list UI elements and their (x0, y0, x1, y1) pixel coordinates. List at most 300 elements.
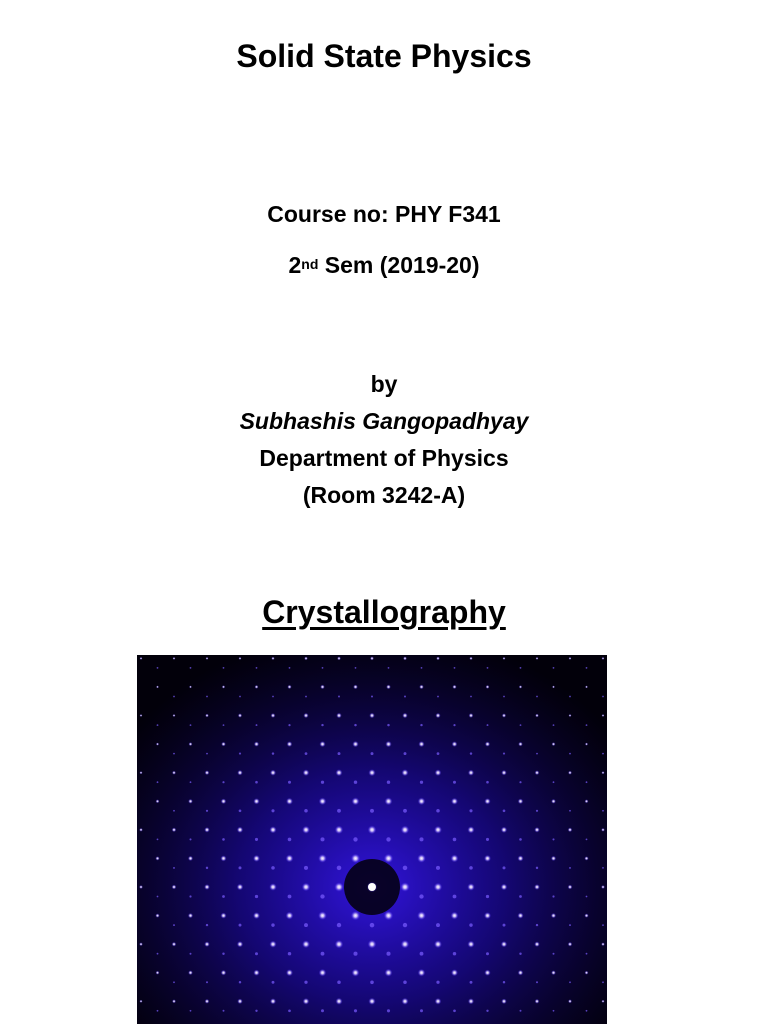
diffraction-spot (602, 714, 605, 717)
diffraction-spot (601, 885, 605, 889)
diffraction-spot (204, 884, 210, 890)
diffraction-spot (501, 827, 507, 833)
diffraction-spot-faint (404, 696, 406, 698)
diffraction-spot-faint (370, 980, 374, 984)
diffraction-spot-faint (272, 696, 274, 698)
diffraction-spot-faint (239, 866, 242, 869)
diffraction-spot (352, 797, 360, 805)
diffraction-spot-faint (173, 810, 175, 812)
diffraction-spot-faint (386, 837, 390, 841)
diffraction-spot-faint (552, 895, 554, 897)
diffraction-spot (534, 884, 540, 890)
diffraction-spot-faint (190, 1010, 192, 1012)
diffraction-spot-faint (519, 838, 522, 841)
diffraction-spot-faint (420, 1009, 423, 1012)
diffraction-spot (552, 686, 555, 689)
diffraction-spot (221, 970, 227, 976)
diffraction-spot (303, 998, 310, 1005)
diffraction-spot (568, 942, 573, 947)
diffraction-spot (501, 770, 506, 775)
diffraction-spot (173, 714, 176, 717)
diffraction-spot-faint (536, 981, 538, 983)
diffraction-spot (535, 770, 540, 775)
diffraction-spot (269, 883, 277, 891)
diffraction-spot (139, 771, 142, 774)
diffraction-spot-faint (337, 981, 341, 985)
diffraction-spot (385, 741, 391, 747)
diffraction-spot-faint (470, 696, 472, 698)
diffraction-spot-faint (569, 981, 571, 983)
diffraction-spot-faint (239, 809, 242, 812)
diffraction-spot-faint (223, 1010, 225, 1012)
diffraction-spot (468, 770, 474, 776)
diffraction-spot (568, 828, 573, 833)
diffraction-spot (188, 913, 193, 918)
diffraction-spot-faint (223, 724, 225, 726)
diffraction-spot-faint (536, 753, 538, 755)
diffraction-spot (551, 970, 556, 975)
diffraction-spot (484, 855, 491, 862)
diffraction-spot-faint (569, 753, 571, 755)
diffraction-spot-faint (157, 896, 159, 898)
diffraction-spot-faint (288, 895, 292, 899)
diffraction-spot-faint (388, 667, 390, 669)
semester-text: Sem (2019-20) (318, 252, 480, 278)
diffraction-spot-faint (255, 895, 258, 898)
diffraction-spot (386, 685, 391, 690)
diffraction-spot (584, 856, 588, 860)
diffraction-spot-faint (469, 923, 472, 926)
diffraction-spot-faint (337, 809, 341, 813)
diffraction-spot (139, 828, 143, 832)
diffraction-spot-faint (536, 810, 538, 812)
diffraction-spot (352, 969, 360, 977)
diffraction-spot (452, 741, 458, 747)
diffraction-spot (569, 657, 572, 660)
diffraction-spot (237, 941, 243, 947)
diffraction-spot (469, 713, 474, 718)
diffraction-spot (486, 685, 490, 689)
diffraction-spot-faint (436, 866, 440, 870)
diffraction-spot-faint (305, 752, 308, 755)
diffraction-spot-faint (470, 981, 473, 984)
diffraction-spot (402, 769, 409, 776)
diffraction-spot (468, 998, 474, 1004)
diffraction-spot-faint (436, 923, 440, 927)
diffraction-spot-faint (255, 781, 258, 784)
diffraction-spot-faint (173, 753, 175, 755)
diffraction-spot (253, 970, 259, 976)
diffraction-spot (536, 657, 539, 660)
diffraction-pattern-graphic (137, 655, 607, 1024)
diffraction-spot-faint (419, 894, 423, 898)
diffraction-spot (139, 885, 143, 889)
diffraction-spot (467, 941, 474, 948)
diffraction-spot (188, 799, 193, 804)
diffraction-spot (451, 854, 459, 862)
diffraction-spot (336, 769, 343, 776)
diffraction-spot-faint (419, 837, 423, 841)
diffraction-spot-faint (190, 781, 192, 783)
diffraction-spot-faint (503, 866, 506, 869)
diffraction-spot-faint (222, 781, 224, 783)
diffraction-spot (205, 714, 209, 718)
diffraction-spot (601, 828, 605, 832)
diffraction-spot-faint (569, 867, 571, 869)
diffraction-spot (551, 913, 556, 918)
diffraction-spot-faint (239, 981, 241, 983)
diffraction-spot (140, 714, 143, 717)
diffraction-spot (569, 714, 572, 717)
diffraction-spot (517, 913, 523, 919)
diffraction-spot (518, 742, 523, 747)
diffraction-spot (401, 940, 410, 949)
diffraction-spot (237, 770, 242, 775)
diffraction-spot-faint (486, 1010, 488, 1012)
diffraction-spot-faint (288, 1009, 291, 1012)
diffraction-spot (518, 799, 524, 805)
diffraction-spot (304, 657, 308, 661)
diffraction-spot (253, 912, 260, 919)
diffraction-spot (418, 969, 426, 977)
diffraction-spot (402, 998, 409, 1005)
diffraction-spot-faint (519, 781, 521, 783)
diffraction-spot-faint (386, 952, 390, 956)
diffraction-spot-faint (271, 866, 275, 870)
diffraction-spot-faint (255, 952, 258, 955)
diffraction-spot-faint (157, 953, 159, 955)
diffraction-spot-faint (403, 809, 407, 813)
diffraction-spot (585, 971, 589, 975)
diffraction-spot (451, 969, 458, 976)
diffraction-spot (601, 1000, 604, 1003)
diffraction-spot-faint (454, 667, 456, 669)
diffraction-spot (337, 657, 341, 661)
diffraction-spot-faint (469, 809, 472, 812)
diffraction-spot-faint (353, 952, 357, 956)
diffraction-spot-faint (338, 752, 341, 755)
diffraction-spot-faint (321, 952, 325, 956)
diffraction-spot-faint (436, 981, 439, 984)
diffraction-pattern-image (137, 655, 607, 1024)
diffraction-spot (503, 657, 506, 660)
diffraction-spot (270, 770, 276, 776)
diffraction-spot-faint (304, 809, 308, 813)
diffraction-spot (568, 999, 572, 1003)
diffraction-spot (222, 685, 225, 688)
diffraction-spot-faint (320, 837, 324, 841)
diffraction-spot (237, 884, 244, 891)
diffraction-spot (286, 912, 294, 920)
diffraction-spot-faint (602, 753, 604, 755)
diffraction-spot (385, 797, 393, 805)
diffraction-spot-faint (387, 1009, 390, 1012)
diffraction-spot-faint (206, 696, 208, 698)
diffraction-spot-faint (520, 724, 522, 726)
diffraction-spot (352, 741, 358, 747)
diffraction-spot (172, 942, 177, 947)
diffraction-spot (156, 971, 160, 975)
diffraction-spot-faint (239, 696, 241, 698)
diffraction-spot (140, 657, 143, 660)
diffraction-spot (270, 998, 276, 1004)
diffraction-spot (385, 969, 393, 977)
diffraction-spot (302, 940, 310, 948)
semester-number: 2 (288, 252, 302, 278)
diffraction-spot-faint (553, 1010, 555, 1012)
diffraction-spot-faint (569, 696, 571, 698)
diffraction-spot-faint (157, 781, 159, 783)
diffraction-spot-faint (255, 838, 258, 841)
diffraction-spot (255, 685, 259, 689)
diffraction-spot-faint (536, 867, 538, 869)
diffraction-spot (287, 685, 291, 689)
diffraction-spot (484, 798, 490, 804)
diffraction-spot (419, 685, 424, 690)
diffraction-spot-faint (553, 724, 555, 726)
diffraction-spot (221, 742, 226, 747)
diffraction-spot-faint (157, 839, 159, 841)
diffraction-spot-faint (486, 838, 489, 841)
diffraction-spot (534, 941, 539, 946)
diffraction-spot-faint (354, 724, 356, 726)
diffraction-spot (434, 883, 443, 892)
diffraction-spot-faint (288, 838, 292, 842)
diffraction-spot-faint (586, 667, 588, 669)
author-name: Subhashis Gangopadhyay (239, 408, 529, 434)
diffraction-spot (602, 657, 605, 660)
diffraction-spot (302, 883, 311, 892)
diffraction-spot (469, 657, 472, 660)
diffraction-spot-faint (321, 781, 324, 784)
diffraction-spot (156, 799, 160, 803)
diffraction-spot-faint (304, 866, 308, 870)
diffraction-spot (139, 942, 143, 946)
diffraction-spot-faint (190, 667, 192, 669)
diffraction-spot (501, 884, 508, 891)
diffraction-spot-faint (322, 667, 324, 669)
diffraction-spot (418, 741, 424, 747)
semester-line (0, 252, 768, 279)
diffraction-spot (484, 970, 490, 976)
diffraction-spot (485, 742, 490, 747)
diffraction-spot (239, 657, 242, 660)
diffraction-spot-faint (403, 981, 407, 985)
diffraction-spot-faint (503, 753, 505, 755)
diffraction-spot (601, 942, 605, 946)
diffraction-spot-faint (157, 724, 159, 726)
diffraction-spot (368, 825, 377, 834)
diffraction-spot-faint (487, 667, 489, 669)
diffraction-spot-faint (436, 809, 440, 813)
diffraction-spot (585, 799, 589, 803)
diffraction-spot-faint (190, 953, 192, 955)
diffraction-spot-faint (602, 981, 604, 983)
diffraction-spot (517, 855, 523, 861)
diffraction-spot (417, 854, 426, 863)
diffraction-spot (320, 685, 325, 690)
diffraction-spot (155, 913, 159, 917)
diffraction-spot-faint (256, 724, 258, 726)
diffraction-spot (155, 856, 159, 860)
diffraction-spot (286, 969, 293, 976)
diffraction-spot (269, 826, 276, 833)
diffraction-spot-faint (602, 810, 604, 812)
diffraction-spot-faint (486, 952, 489, 955)
diffraction-spot (319, 741, 325, 747)
diffraction-spot-faint (239, 924, 242, 927)
diffraction-spot (335, 940, 344, 949)
diffraction-spot (237, 827, 243, 833)
diffraction-spot (368, 998, 375, 1005)
diffraction-spot (271, 713, 276, 718)
diffraction-spot (535, 714, 539, 718)
diffraction-spot (401, 826, 410, 835)
diffraction-spot-faint (404, 752, 407, 755)
diffraction-spot (436, 657, 440, 661)
diffraction-spot-faint (271, 923, 274, 926)
diffraction-spot-faint (586, 724, 588, 726)
diffraction-spot-faint (271, 809, 274, 812)
diffraction-spot (188, 970, 193, 975)
diffraction-spot (156, 686, 159, 689)
diffraction-spot (206, 657, 209, 660)
diffraction-spot (319, 969, 327, 977)
diffraction-spot-faint (189, 895, 191, 897)
diffraction-spot-faint (586, 839, 588, 841)
diffraction-spot-faint (288, 724, 290, 726)
diffraction-spot-faint (173, 981, 175, 983)
semester-ordinal-suffix: nd (301, 256, 319, 272)
diffraction-spot (205, 770, 210, 775)
diffraction-spot (303, 769, 310, 776)
diffraction-spot-faint (173, 696, 175, 698)
diffraction-spot-faint (602, 924, 604, 926)
diffraction-spot (238, 713, 242, 717)
diffraction-spot (286, 798, 293, 805)
diffraction-spot (318, 911, 327, 920)
diffraction-spot-faint (206, 981, 208, 983)
diffraction-spot-faint (255, 1010, 257, 1012)
diffraction-spot-faint (469, 866, 473, 870)
by-label: by (370, 371, 398, 397)
room-number: (Room 3242-A) (302, 482, 466, 508)
diffraction-spot (585, 743, 588, 746)
diffraction-spot-faint (337, 923, 341, 927)
diffraction-spot (369, 713, 375, 719)
diffraction-spot (253, 855, 260, 862)
diffraction-spot-faint (536, 924, 538, 926)
diffraction-spot (189, 686, 192, 689)
diffraction-spot (601, 771, 604, 774)
diffraction-spot-faint (173, 924, 175, 926)
diffraction-spot-faint (354, 1009, 357, 1012)
diffraction-spot-faint (206, 753, 208, 755)
diffraction-spot (568, 771, 572, 775)
diffraction-spot (518, 970, 524, 976)
diffraction-spot (585, 686, 588, 689)
diffraction-spot (205, 999, 210, 1004)
diffraction-spot (189, 742, 193, 746)
diffraction-spot-faint (189, 838, 191, 840)
diffraction-spot (303, 713, 308, 718)
diffraction-spot-faint (519, 952, 521, 954)
diffraction-spot (434, 940, 442, 948)
diffraction-spot (220, 855, 226, 861)
diffraction-spot-faint (355, 667, 357, 669)
diffraction-spot-faint (272, 752, 274, 754)
diffraction-spot-faint (553, 953, 555, 955)
diffraction-spot (467, 883, 475, 891)
diffraction-spot-faint (420, 952, 424, 956)
diffraction-spot (434, 826, 442, 834)
diffraction-spot (452, 685, 456, 689)
diffraction-spot (552, 742, 556, 746)
diffraction-spot (435, 998, 442, 1005)
diffraction-spot-faint (520, 667, 522, 669)
diffraction-spot (172, 771, 176, 775)
diffraction-spot (568, 885, 573, 890)
diffraction-spot (237, 999, 242, 1004)
diffraction-spot-faint (289, 667, 291, 669)
diffraction-spot-faint (387, 780, 390, 783)
central-spot (368, 883, 376, 891)
diffraction-spot-faint (370, 923, 375, 928)
diffraction-spot (286, 854, 294, 862)
diffraction-spot-faint (157, 1010, 159, 1012)
diffraction-spot (519, 685, 522, 688)
diffraction-spot (172, 999, 176, 1003)
diffraction-spot-faint (586, 1010, 588, 1012)
diffraction-spot (418, 798, 426, 806)
diffraction-spot (451, 912, 459, 920)
diffraction-spot-faint (321, 1009, 324, 1012)
diffraction-spot (334, 882, 343, 891)
diffraction-spot (384, 854, 393, 863)
diffraction-spot-faint (453, 1009, 456, 1012)
diffraction-spot-faint (320, 894, 324, 898)
diffraction-spot-faint (453, 724, 455, 726)
diffraction-spot (336, 998, 343, 1005)
diffraction-spot-faint (206, 924, 208, 926)
diffraction-spot-faint (256, 667, 258, 669)
diffraction-spot (139, 1000, 142, 1003)
diffraction-spot (188, 856, 193, 861)
diffraction-spot-faint (421, 667, 423, 669)
diffraction-spot-faint (222, 952, 224, 954)
diffraction-spot-faint (354, 780, 357, 783)
diffraction-spot (172, 828, 177, 833)
diffraction-spot-faint (470, 752, 472, 754)
diffraction-spot (417, 911, 426, 920)
diffraction-spot (173, 657, 176, 660)
diffraction-spot-faint (173, 867, 175, 869)
diffraction-spot-faint (222, 895, 225, 898)
diffraction-spot-faint (206, 810, 208, 812)
diffraction-spot-faint (453, 952, 456, 955)
diffraction-spot (302, 826, 310, 834)
diffraction-spot-faint (602, 696, 604, 698)
diffraction-spot-faint (569, 924, 571, 926)
diffraction-spot (204, 941, 209, 946)
diffraction-spot (400, 882, 409, 891)
diffraction-spot-faint (586, 896, 588, 898)
diffraction-spot-faint (487, 724, 489, 726)
diffraction-spot-faint (553, 667, 555, 669)
diffraction-spot (351, 911, 360, 920)
diffraction-spot (384, 911, 393, 920)
diffraction-spot-faint (453, 838, 457, 842)
